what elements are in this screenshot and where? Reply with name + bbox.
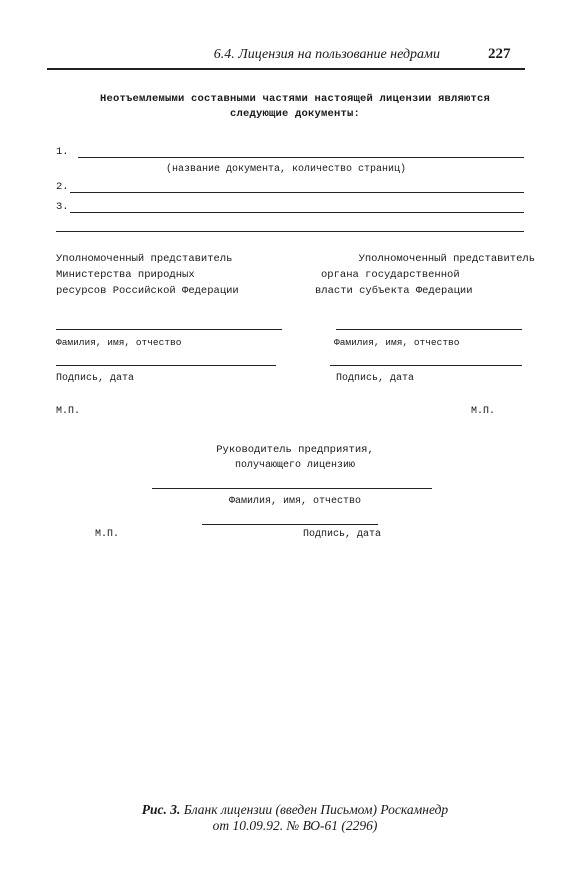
left-signature-label: Подпись, дата bbox=[56, 373, 135, 384]
left-seal-mark: М.П. bbox=[56, 406, 81, 417]
head-name-line[interactable] bbox=[152, 488, 432, 489]
left-rep-line3: ресурсов Российской Федерации bbox=[56, 285, 239, 297]
caption-line2: от 10.09.92. № ВО-61 (2296) bbox=[212, 818, 378, 833]
item-1-number: 1. bbox=[56, 146, 69, 158]
caption-prefix: Рис. 3. bbox=[141, 802, 181, 817]
left-rep-line1: Уполномоченный представитель bbox=[56, 253, 233, 265]
item-1-line[interactable] bbox=[78, 157, 524, 158]
item-2-line[interactable] bbox=[70, 192, 524, 193]
right-representative bbox=[305, 251, 535, 299]
left-name-line[interactable] bbox=[56, 329, 282, 330]
form-heading-line2: следующие документы: bbox=[229, 108, 361, 120]
form-heading bbox=[60, 92, 530, 122]
right-rep-line1: Уполномоченный представитель bbox=[358, 253, 535, 265]
caption-line1-text: Бланк лицензии (введен Письмом) Роскамнедр bbox=[183, 802, 449, 817]
right-signature-line[interactable] bbox=[330, 365, 522, 366]
head-name-label: Фамилия, имя, отчество bbox=[228, 496, 362, 507]
item-3-number: 3. bbox=[56, 201, 69, 213]
head-line1: Руководитель предприятия, bbox=[216, 444, 374, 456]
head-line2: получающего лицензию bbox=[234, 460, 356, 471]
page-number: 227 bbox=[488, 46, 511, 62]
form-heading-line1: Неотъемлемыми составными частями настоящей лицензии являются bbox=[99, 93, 491, 105]
header-rule bbox=[47, 68, 525, 70]
caption-line1 bbox=[60, 802, 530, 818]
right-signature-label: Подпись, дата bbox=[336, 373, 415, 384]
left-rep-line2: Министерства природных bbox=[56, 269, 195, 281]
item-2-number: 2. bbox=[56, 181, 69, 193]
left-signature-line[interactable] bbox=[56, 365, 276, 366]
left-representative bbox=[56, 251, 296, 299]
left-name-label: Фамилия, имя, отчество bbox=[56, 337, 182, 348]
figure-caption bbox=[60, 802, 530, 834]
section-title: 6.4. Лицензия на пользование недрами bbox=[213, 47, 440, 62]
head-seal-mark: М.П. bbox=[95, 529, 120, 540]
section-divider bbox=[56, 231, 524, 232]
right-name-line[interactable] bbox=[336, 329, 522, 330]
right-name-label: Фамилия, имя, отчество bbox=[334, 337, 460, 348]
head-signature-label: Подпись, дата bbox=[303, 529, 382, 540]
right-rep-line3: власти субъекта Федерации bbox=[315, 285, 473, 297]
right-rep-line2: органа государственной bbox=[321, 269, 460, 281]
item-1-hint: (название документа, количество страниц) bbox=[166, 164, 407, 175]
head-signature-line[interactable] bbox=[202, 524, 378, 525]
right-seal-mark: М.П. bbox=[471, 406, 496, 417]
item-3-line[interactable] bbox=[70, 212, 524, 213]
